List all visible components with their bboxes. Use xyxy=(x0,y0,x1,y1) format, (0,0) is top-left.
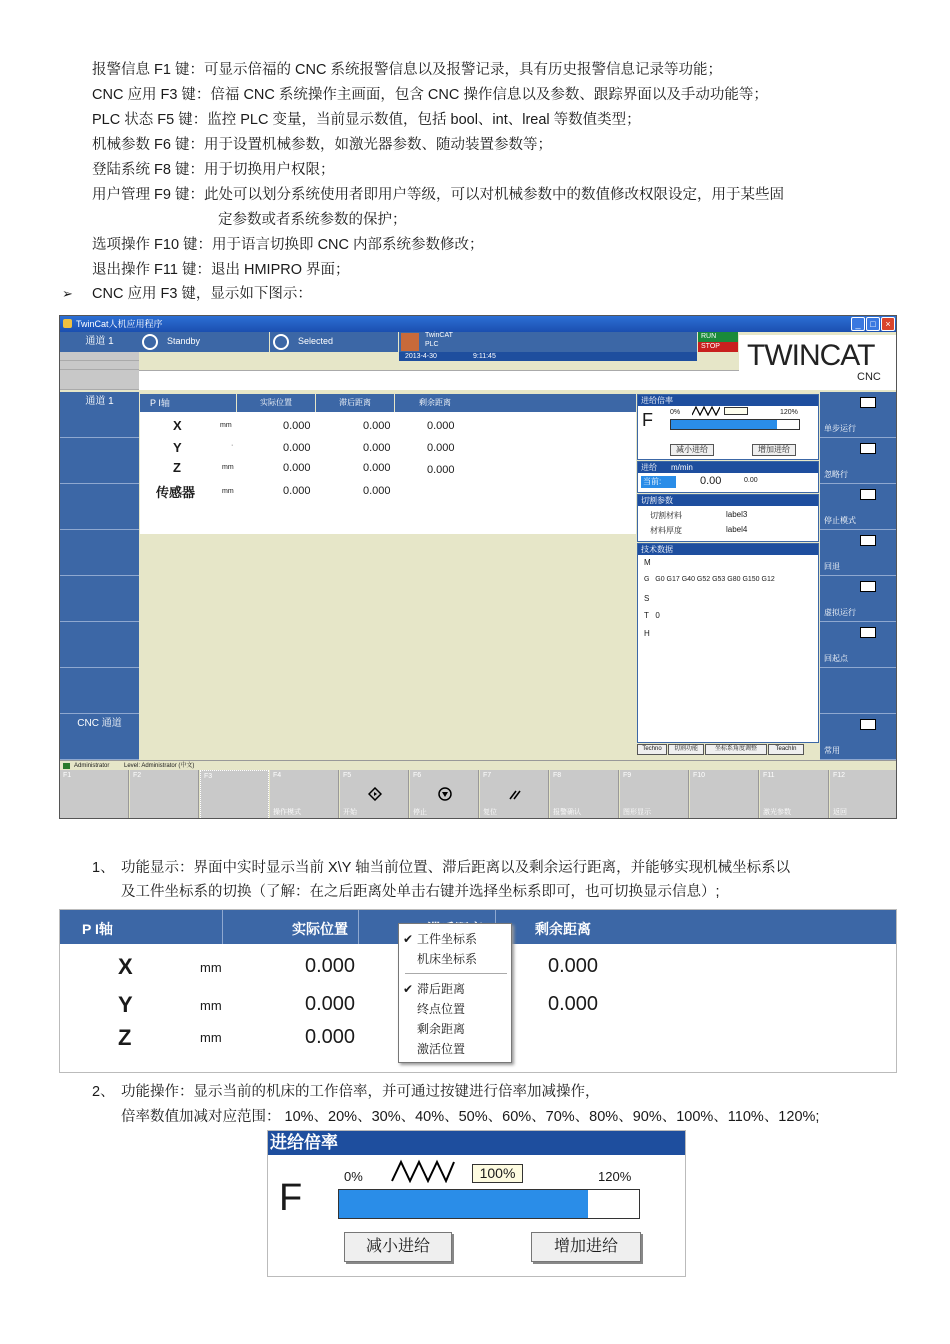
axis-actual: 0.000 xyxy=(283,420,311,432)
cut-params-panel xyxy=(637,494,819,542)
retract-button[interactable] xyxy=(820,530,897,576)
axis-lag: 0.000 xyxy=(363,462,391,474)
plc-status-box xyxy=(399,332,697,352)
fkey-label: F12 xyxy=(833,772,846,779)
cut-row-value: label4 xyxy=(726,525,748,534)
axis-name: X xyxy=(173,418,182,433)
col-axis: P I轴 xyxy=(140,394,236,412)
fkey-f9[interactable] xyxy=(620,770,689,819)
col-actual: 实际位置 xyxy=(237,394,315,412)
crop1-col-remain: 剩余距离 xyxy=(535,921,591,937)
nav-slot[interactable] xyxy=(60,484,139,530)
item1-text-2: 及工件坐标系的切换（了解：在之后距离处单击右键并选择坐标系即可，也可切换显示信息）; xyxy=(121,884,720,900)
crop2-value-box: 100% xyxy=(472,1164,523,1183)
crop2-letter: F xyxy=(279,1177,303,1219)
stop-icon xyxy=(438,787,452,801)
check-icon: ✔ xyxy=(403,932,414,946)
crop1-axis-unit: mm xyxy=(200,1030,222,1045)
button-label: 回退 xyxy=(824,562,840,571)
header-gray-cell xyxy=(60,370,139,390)
common-button[interactable] xyxy=(820,714,897,760)
menu-separator xyxy=(405,973,507,974)
nav-slot[interactable] xyxy=(60,576,139,622)
crop1-axis-name: X xyxy=(118,954,133,979)
column-divider xyxy=(358,910,359,944)
cut-row-value: label3 xyxy=(726,510,748,519)
tech-line: G G0 G17 G40 G52 G53 G80 G150 G12 xyxy=(644,576,775,583)
menu-item-active-position[interactable] xyxy=(403,1039,509,1059)
nav-slot[interactable] xyxy=(60,668,139,714)
crop2-feed-bar-fill xyxy=(339,1190,588,1218)
tab-cut[interactable]: 切割功能 xyxy=(668,744,704,755)
dry-run-icon xyxy=(860,581,876,592)
intro-line-f6: 机械参数 F6 键：用于设置机械参数，如激光器参数、随动装置参数等； xyxy=(92,137,552,153)
nav-slot[interactable] xyxy=(60,530,139,576)
stop-mode-icon xyxy=(860,489,876,500)
fkey-f8[interactable] xyxy=(550,770,619,819)
run-indicator: RUN xyxy=(698,332,738,342)
col-lag[interactable]: 滞后距离 xyxy=(316,394,394,412)
feed-max: 120% xyxy=(780,409,798,416)
wave-icon xyxy=(692,406,720,416)
menu-item-label: 机床坐标系 xyxy=(417,952,478,966)
reset-icon xyxy=(508,787,522,801)
window-title: TwinCat人机应用程序 xyxy=(76,319,163,329)
standby-box xyxy=(139,332,269,352)
button-label: 停止模式 xyxy=(824,516,856,525)
axis-unit: mm xyxy=(222,488,234,495)
status-user: Administrator xyxy=(74,763,110,769)
stop-mode-button[interactable] xyxy=(820,484,897,530)
crop1-axis-name: Y xyxy=(118,992,133,1017)
axis-remain: 0.000 xyxy=(427,442,455,454)
crop1-axis-name: Z xyxy=(118,1025,132,1050)
menu-item-label: 滞后距离 xyxy=(417,982,466,996)
feed-bar xyxy=(670,419,800,430)
button-label: 忽略行 xyxy=(824,470,848,479)
axes-context-menu-crop xyxy=(59,909,897,1073)
cnc-main-screen xyxy=(59,315,897,819)
twincat-logo xyxy=(739,335,897,390)
nav-channel-1[interactable]: 通道 1 xyxy=(60,392,139,438)
feed-min: 0% xyxy=(670,409,681,416)
axis-actual: 0.000 xyxy=(283,442,311,454)
rate-unit: m/min xyxy=(671,463,693,472)
start-icon xyxy=(368,787,382,801)
cut-row-label: 材料厚度 xyxy=(650,526,682,535)
crop2-feed-bar xyxy=(338,1189,640,1219)
intro-line-f5: PLC 状态 F5 键：监控 PLC 变量，当前显示数值，包括 bool、int、lreal 等数值类型； xyxy=(92,112,641,128)
menu-item-machine-coord[interactable] xyxy=(403,949,509,969)
feed-override-crop xyxy=(267,1130,686,1277)
axis-unit: mm xyxy=(220,422,232,429)
skip-line-button[interactable] xyxy=(820,438,897,484)
axis-name: Z xyxy=(173,460,181,475)
stop-indicator: STOP xyxy=(698,342,738,352)
fkey-label: F7 xyxy=(483,772,492,779)
rate-current-value-2: 0.00 xyxy=(744,477,758,484)
tab-techno[interactable]: Techno xyxy=(637,744,667,755)
increase-feed-button[interactable]: 增加进给 xyxy=(752,444,796,456)
button-label: 单步运行 xyxy=(824,424,856,433)
logo-sub: CNC xyxy=(857,371,881,383)
axis-remain: 0.000 xyxy=(427,464,455,476)
crop1-axis-actual: 0.000 xyxy=(305,993,356,1015)
feed-override-panel xyxy=(637,394,819,460)
tab-strip xyxy=(637,744,819,756)
rate-current-value: 0.00 xyxy=(700,475,722,487)
tech-line: S xyxy=(644,594,650,603)
rate-current-label: 当前: xyxy=(641,476,676,488)
fkey-text: 开始 xyxy=(343,809,357,816)
tab-teachin[interactable]: TeachIn xyxy=(768,744,804,755)
crop1-axis-remain: 0.000 xyxy=(548,993,599,1015)
axis-actual: 0.000 xyxy=(283,462,311,474)
axes-table-body xyxy=(140,412,636,534)
window-title-bar xyxy=(60,316,896,332)
button-label: 回起点 xyxy=(824,654,848,663)
selected-label: Selected xyxy=(298,336,334,346)
wave-icon xyxy=(390,1159,456,1183)
feed-bar-fill xyxy=(671,420,777,429)
crop1-col-axis: P I轴 xyxy=(82,921,113,937)
rate-title: 进给 xyxy=(641,463,657,472)
tech-title: 技术数据 xyxy=(638,544,818,555)
nav-slot[interactable] xyxy=(60,622,139,668)
fkey-label: F4 xyxy=(273,772,282,779)
crop1-axis-actual: 0.000 xyxy=(305,1026,356,1048)
standby-label: Standby xyxy=(167,336,201,346)
menu-item-label: 剩余距离 xyxy=(417,1022,466,1036)
axis-name: 传感器 xyxy=(156,485,196,500)
logo-text: TWINCAT xyxy=(747,339,875,372)
selected-box xyxy=(270,332,398,352)
button-label: 常用 xyxy=(824,746,840,755)
fkey-f10[interactable] xyxy=(690,770,759,819)
channel-selector[interactable]: 通道 1 xyxy=(60,332,139,352)
intro-line-f1: 报警信息 F1 键：可显示倍福的 CNC 系统报警信息以及报警记录，具有历史报警信息记录等功能； xyxy=(92,62,722,78)
fkey-f4[interactable] xyxy=(270,770,339,819)
retract-icon xyxy=(860,535,876,546)
fkey-text: 激光参数 xyxy=(763,809,791,816)
fkey-f1[interactable] xyxy=(60,770,129,819)
fkey-label: F3 xyxy=(204,773,213,780)
col-remain: 剩余距离 xyxy=(395,394,636,412)
fkey-label: F2 xyxy=(133,772,142,779)
header-gray-cell xyxy=(60,361,139,370)
fkey-label: F10 xyxy=(693,772,706,779)
fkey-text: 复位 xyxy=(483,809,497,816)
crop1-axis-remain: 0.000 xyxy=(548,955,599,977)
menu-item-lag-distance[interactable] xyxy=(403,979,509,999)
menu-item-workpiece-coord[interactable] xyxy=(403,929,509,949)
fkey-f11[interactable] xyxy=(760,770,829,819)
tech-line: H xyxy=(644,629,650,638)
coordinate-context-menu xyxy=(398,923,512,1063)
tech-line: M xyxy=(644,558,651,567)
axis-lag: 0.000 xyxy=(363,420,391,432)
user-icon xyxy=(63,763,70,769)
plc-brand: TwinCAT xyxy=(425,332,453,339)
cut-title: 切割参数 xyxy=(638,495,818,506)
fkey-label: F1 xyxy=(63,772,72,779)
intro-line-f11: 退出操作 F11 键：退出 HMIPRO 界面； xyxy=(92,262,350,278)
feed-letter: F xyxy=(642,410,653,430)
crop2-decrease-feed-button[interactable]: 减小进给 xyxy=(344,1232,452,1262)
crop1-axis-actual: 0.000 xyxy=(305,955,356,977)
feed-value-box xyxy=(724,407,748,415)
plc-label: PLC xyxy=(425,341,439,348)
crop2-increase-feed-button[interactable]: 增加进给 xyxy=(531,1232,641,1262)
status-level: Level: Administrator (中文) xyxy=(124,763,195,769)
tech-data-panel xyxy=(637,543,819,743)
menu-item-end-position[interactable] xyxy=(403,999,509,1019)
fkey-f12[interactable] xyxy=(830,770,897,819)
fkey-label: F5 xyxy=(343,772,352,779)
axis-actual: 0.000 xyxy=(283,485,311,497)
bullet-text: CNC 应用 F3 键，显示如下图示： xyxy=(92,286,312,302)
fkey-label: F6 xyxy=(413,772,422,779)
time-text: 9:11:45 xyxy=(473,353,496,360)
step-icon xyxy=(860,397,876,408)
common-icon xyxy=(860,719,876,730)
decrease-feed-button[interactable]: 减小进给 xyxy=(670,444,714,456)
dry-run-button[interactable] xyxy=(820,576,897,622)
header-gray-cell xyxy=(60,352,139,361)
twincat-logo-icon xyxy=(401,333,419,351)
header-area xyxy=(60,332,897,390)
rate-panel xyxy=(637,461,819,493)
crop1-col-actual: 实际位置 xyxy=(292,921,348,937)
tab-coord-angle[interactable]: 坐标系角度调整 xyxy=(705,744,767,755)
fkey-label: F8 xyxy=(553,772,562,779)
power-icon xyxy=(273,334,289,350)
app-icon xyxy=(63,319,72,328)
close-button[interactable]: × xyxy=(881,317,895,331)
fkey-label: F9 xyxy=(623,772,632,779)
tech-line: T 0 xyxy=(644,611,660,620)
message-line xyxy=(139,370,739,390)
fkey-text: 图形显示 xyxy=(623,809,651,816)
intro-line-f10: 选项操作 F10 键：用于语言切换即 CNC 内部系统参数修改； xyxy=(92,237,484,253)
button-label: 虚拟运行 xyxy=(824,608,856,617)
column-divider xyxy=(222,910,223,944)
axis-lag: 0.000 xyxy=(363,485,391,497)
bullet-arrow-icon: ➢ xyxy=(62,286,73,301)
fkey-text: 返回 xyxy=(833,809,847,816)
feed-title: 进给倍率 xyxy=(638,395,818,406)
crop1-axis-unit: mm xyxy=(200,998,222,1013)
crop1-axis-unit: mm xyxy=(200,960,222,975)
axis-lag: 0.000 xyxy=(363,442,391,454)
item2-text-2: 倍率数值加减对应范围： 10%、20%、30%、40%、50%、60%、70%、80%、90%、100%、110%、120%; xyxy=(121,1109,820,1125)
fkey-f5[interactable] xyxy=(340,770,409,819)
fkey-f2[interactable] xyxy=(130,770,199,819)
axis-unit: · xyxy=(231,442,234,449)
menu-item-label: 激活位置 xyxy=(417,1042,466,1056)
intro-line-f8: 登陆系统 F8 键：用于切换用户权限； xyxy=(92,162,335,178)
home-icon xyxy=(860,627,876,638)
intro-line-f9: 用户管理 F9 键：此处可以划分系统使用者即用户等级，可以对机械参数中的数值修改权限设定，用于某些固 xyxy=(92,187,784,203)
fkey-text: 操作模式 xyxy=(273,809,301,816)
single-step-button[interactable] xyxy=(820,392,897,438)
status-bar xyxy=(60,760,897,770)
crop2-title: 进给倍率 xyxy=(268,1131,686,1155)
axis-remain: 0.000 xyxy=(427,420,455,432)
maximize-button[interactable]: □ xyxy=(866,317,880,331)
item2-number: 2、 xyxy=(92,1084,115,1100)
nav-cnc-channel[interactable]: CNC 通道 xyxy=(60,714,139,760)
cut-row-label: 切割材料 xyxy=(650,511,682,520)
fkey-f3[interactable] xyxy=(200,770,269,819)
crop2-max: 120% xyxy=(598,1169,632,1184)
item1-number: 1、 xyxy=(92,860,115,876)
crop2-min: 0% xyxy=(344,1169,363,1184)
fkey-f6[interactable] xyxy=(410,770,479,819)
fkey-text: 报警确认 xyxy=(553,809,581,816)
intro-line-f3: CNC 应用 F3 键：倍福 CNC 系统操作主画面，包含 CNC 操作信息以及参数、跟踪界面以及手动功能等； xyxy=(92,87,768,103)
axis-unit: mm xyxy=(222,464,234,471)
fkey-text: 停止 xyxy=(413,809,427,816)
menu-item-label: 工件坐标系 xyxy=(417,932,478,946)
item2-text-1: 功能操作：显示当前的机床的工作倍率，并可通过按键进行倍率加减操作， xyxy=(121,1084,600,1100)
date-text: 2013-4-30 xyxy=(405,353,437,360)
intro-line-f9-cont: 定参数或者系统参数的保护； xyxy=(218,212,407,228)
item1-text-1: 功能显示：界面中实时显示当前 X\Y 轴当前位置、滞后距离以及剩余运行距离，并能够实现机械坐标系以 xyxy=(121,860,791,876)
fkey-f7[interactable] xyxy=(480,770,549,819)
check-icon: ✔ xyxy=(403,982,414,996)
skip-icon xyxy=(860,443,876,454)
blank-right-button[interactable] xyxy=(820,668,897,714)
axis-name: Y xyxy=(173,440,182,455)
minimize-button[interactable]: _ xyxy=(851,317,865,331)
menu-item-remaining-distance[interactable] xyxy=(403,1019,509,1039)
fkey-label: F11 xyxy=(763,772,775,779)
datetime-bar xyxy=(399,352,697,361)
home-button[interactable] xyxy=(820,622,897,668)
power-icon xyxy=(142,334,158,350)
menu-item-label: 终点位置 xyxy=(417,1002,466,1016)
nav-slot[interactable] xyxy=(60,438,139,484)
